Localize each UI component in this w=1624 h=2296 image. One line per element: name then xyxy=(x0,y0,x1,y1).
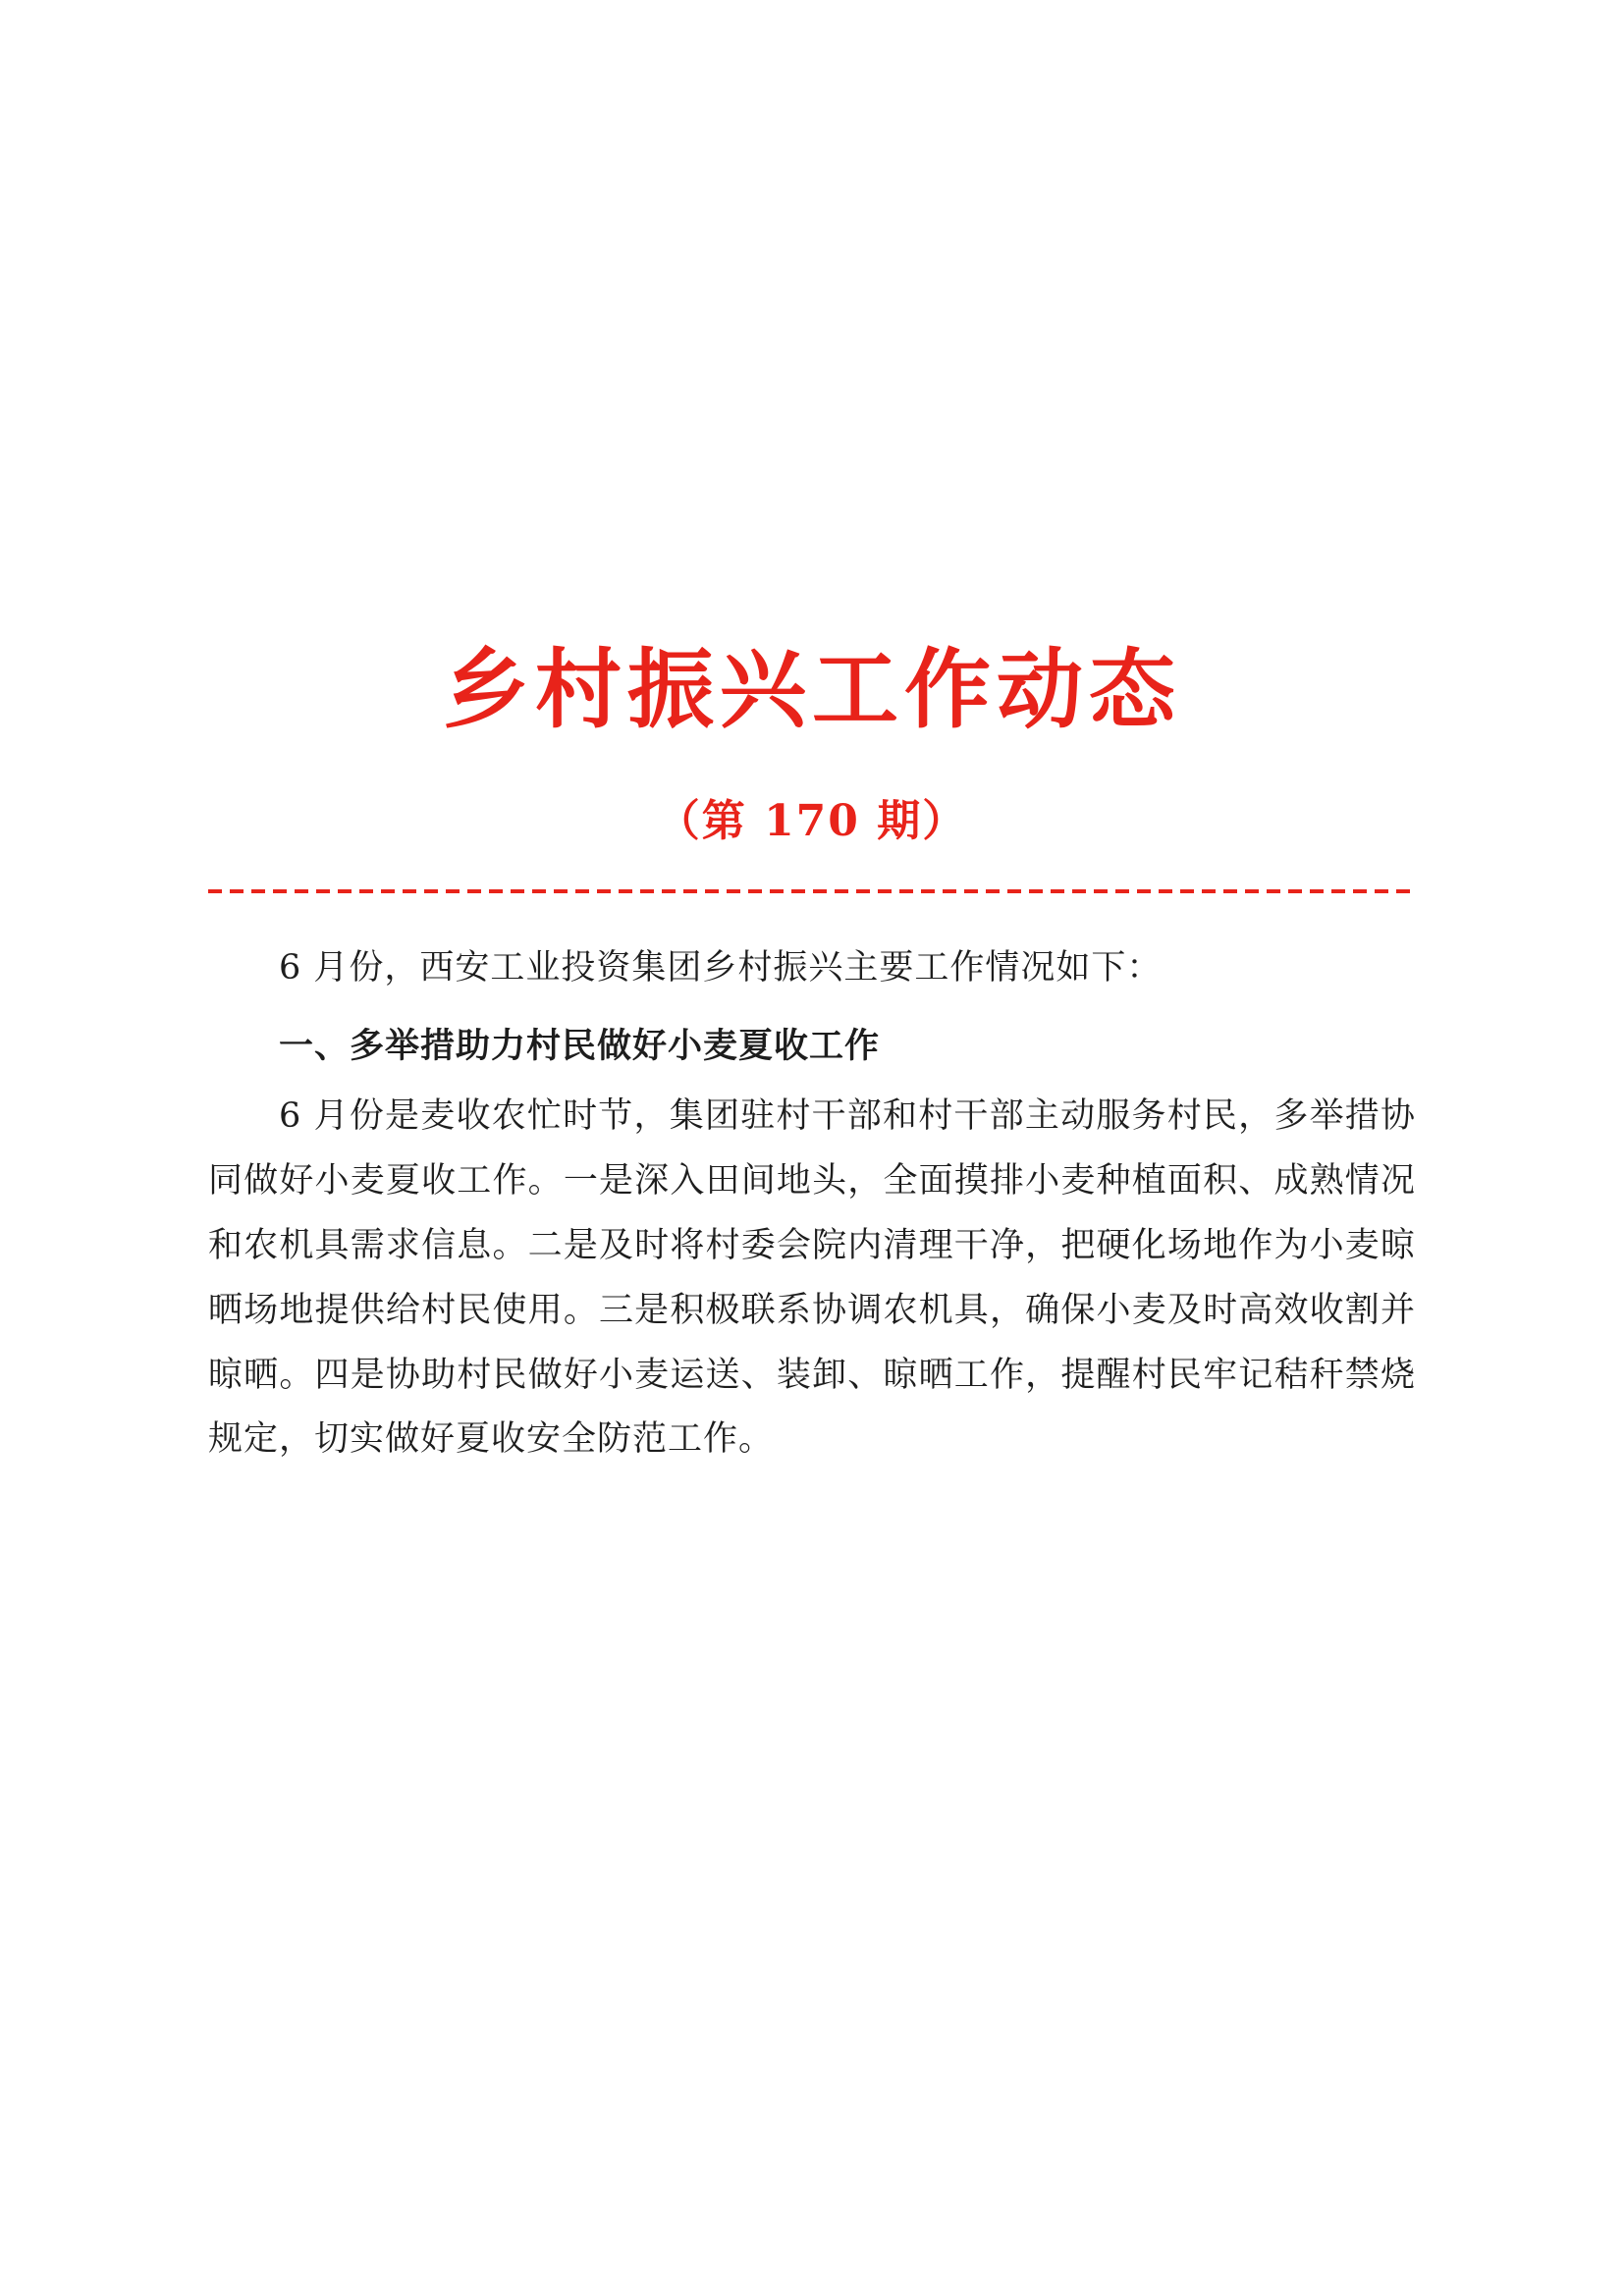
document-content xyxy=(208,0,1416,1472)
section-heading-1: 一、多举措助力村民做好小麦夏收工作 xyxy=(279,1026,881,1066)
issue-number: （第 170 期） xyxy=(656,795,968,846)
page-title: 乡村振兴工作动态 xyxy=(442,639,1181,740)
section-paragraph-1: 6 月份是麦收农忙时节，集团驻村干部和村干部主动服务村民，多举措协同做好小麦夏收工作。一是深入田间地头，全面摸排小麦种植面积、成熟情况和农机具需求信息。二是及时将村委会院内清理干净，把硬化场地作为小麦晾晒场地提供给村民使用。三是积极联系协调农机具，确保小麦及时高效收割并晾晒。四是协助村民做好小麦运送、装卸、晾晒工作，提醒村民牢记秸秆禁烧规定，切实做好夏收安全防范工作。 xyxy=(208,1096,1416,1460)
intro-paragraph: 6 月份，西安工业投资集团乡村振兴主要工作情况如下： xyxy=(279,947,1163,988)
